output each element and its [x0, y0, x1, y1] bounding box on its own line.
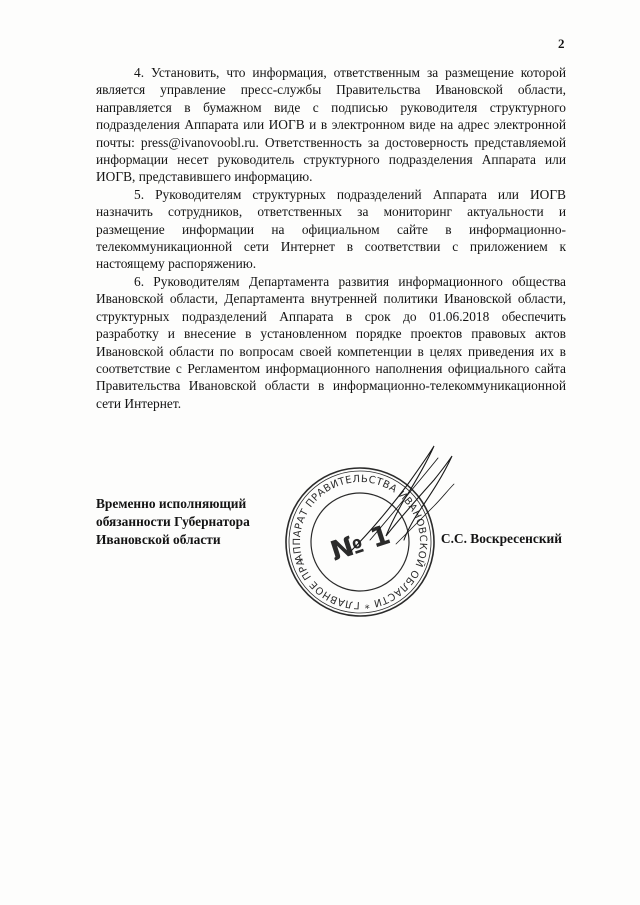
signer-position-line-1: Временно исполняющий	[96, 496, 247, 511]
stamp-ring-text: АППАРАТ ПРАВИТЕЛЬСТВА ИВАНОВСКОЙ ОБЛАСТИ * ГЛАВНОЕ ПРАВОВОЕ	[291, 473, 429, 611]
stamp-number: № 1	[326, 519, 395, 568]
page-number: 2	[558, 36, 565, 51]
signer-position-line-2: обязанности Губернатора	[96, 514, 250, 529]
signer-name: С.С. Воскресенский	[440, 531, 562, 546]
signer-position	[96, 495, 250, 549]
paragraph-5: 5. Руководителям структурных подразделений Аппарата или ИОГВ назначить сотрудников, ответственных за мониторинг актуальности и размещение информации на официальном сайте в информационно-телекоммуникационной сети Интернет в соответствии с приложением к настоящему распоряжению.	[96, 186, 566, 272]
handwritten-signature	[330, 440, 460, 560]
paragraph-6: 6. Руководителям Департамента развития информационного общества Ивановской области, Департамента внутренней политики Ивановской области, структурных подразделений Аппарата в срок до 01.06.2018 обеспечить разработку и внесение в установленном порядке проектов правовых актов Ивановской области по вопросам своей компетенции в целях приведения их в соответствие с Регламентом информационного наполнения официального сайта Правительства Ивановской области в информационно-телекоммуникационной сети Интернет.	[96, 273, 566, 411]
document-body	[96, 64, 566, 412]
paragraph-4: 4. Установить, что информация, ответственным за размещение которой является управление пресс-службы Правительства Ивановской области, направляется в бумажном виде с подписью руководителя структурного подразделения Аппарата или ИОГВ и в электронном виде на адрес электронной почты: press@ivanovoobl.ru. Ответственность за достоверность представляемой информации несет руководитель структурного подразделения Аппарата или ИОГВ, представившего информацию.	[96, 65, 566, 185]
signer-position-line-3: Ивановской области	[96, 532, 221, 547]
signature-stroke-main	[350, 446, 452, 552]
